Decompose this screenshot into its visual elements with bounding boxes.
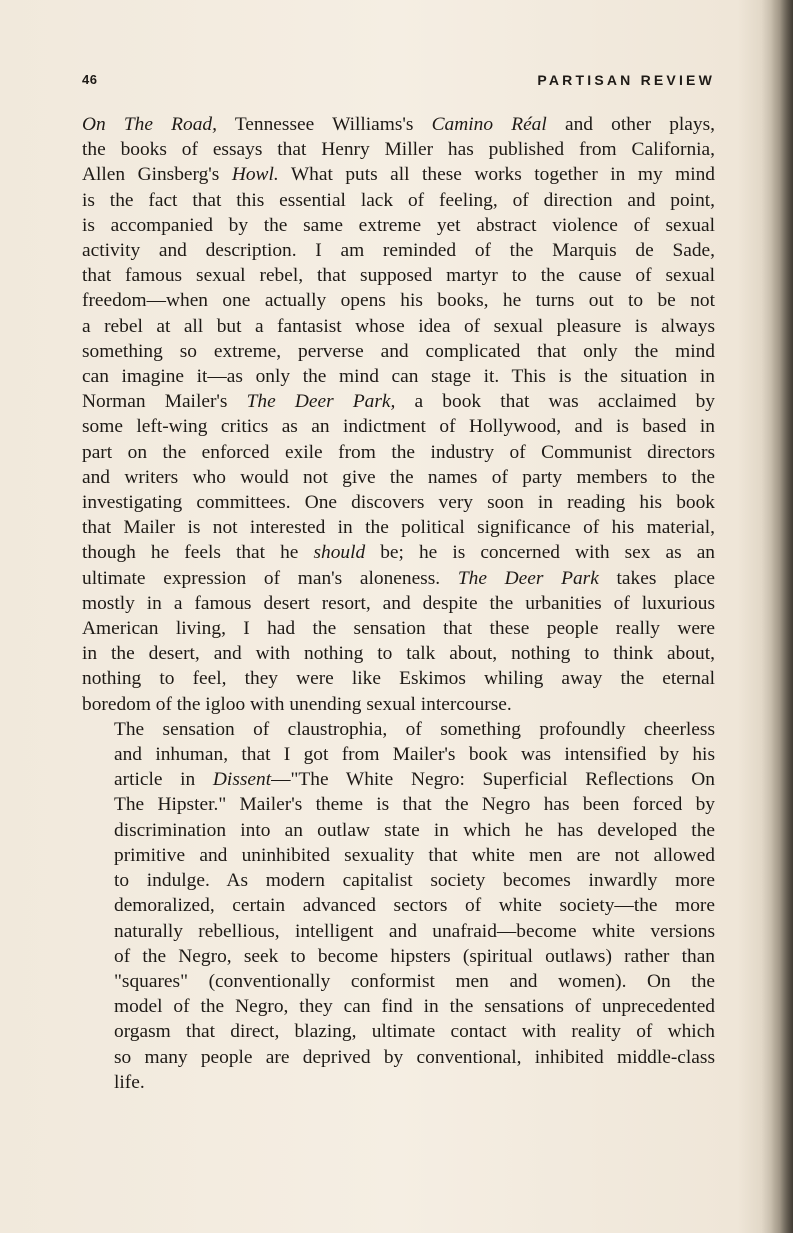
text-line <box>82 969 715 994</box>
text-run: discrimination into an outlaw state in which he has developed the <box>114 819 715 841</box>
text-run: so many people are deprived by conventional, inhibited middle-class <box>114 1046 715 1068</box>
text-run: be; he is concerned with sex as an <box>365 542 716 564</box>
text-line <box>82 389 715 414</box>
text-run: nothing to feel, they were like Eskimos whiling away the eternal <box>82 668 715 690</box>
italic-title: should <box>313 542 366 564</box>
text-line <box>82 944 715 969</box>
text-run: Norman Mailer's <box>82 391 247 413</box>
italic-title: The Deer Park <box>457 567 599 589</box>
text-run: model of the Negro, they can find in the sensations of unprecedented <box>114 996 715 1018</box>
text-run: and other plays, <box>546 114 715 135</box>
text-run: the books of essays that Henry Miller has published from California, <box>82 139 715 161</box>
text-run: and inhuman, that I got from Mailer's book was intensified by his <box>114 744 715 766</box>
text-run: orgasm that direct, blazing, ultimate contact with reality of which <box>114 1021 715 1043</box>
text-run: part on the enforced exile from the industry of Communist directors <box>82 441 715 463</box>
text-line <box>82 591 715 616</box>
text-line <box>82 818 715 843</box>
text-line <box>82 263 715 288</box>
italic-title: Camino Réal <box>431 114 547 135</box>
text-run: and writers who would not give the names of party members to the <box>82 466 715 488</box>
text-line <box>82 288 715 313</box>
text-run: a book that was acclaimed by <box>395 391 715 413</box>
text-run: "squares" (conventionally conformist men and women). On the <box>114 970 715 992</box>
text-run: demoralized, certain advanced sectors of white society—the more <box>114 895 715 917</box>
text-line <box>82 717 715 742</box>
text-line <box>82 112 715 137</box>
text-run: —"The White Negro: Superficial Reflections On <box>271 769 715 791</box>
text-run: article in <box>114 769 213 791</box>
text-run: a rebel at all but a fantasist whose idea of sexual pleasure is always <box>82 315 715 337</box>
text-run: The Hipster." Mailer's theme is that the Negro has been forced by <box>114 794 715 816</box>
text-line <box>82 1045 715 1070</box>
text-line <box>82 792 715 817</box>
text-run: naturally rebellious, intelligent and unafraid—become white versions <box>114 920 715 942</box>
text-run: Tennessee Williams's <box>216 114 432 135</box>
text-run: in the desert, and with nothing to talk about, nothing to think about, <box>82 643 715 665</box>
text-run: is accompanied by the same extreme yet abstract violence of sexual <box>82 214 715 236</box>
text-run: mostly in a famous desert resort, and despite the urbanities of luxurious <box>82 592 715 614</box>
text-line <box>82 188 715 213</box>
text-line <box>82 919 715 944</box>
text-run: to indulge. As modern capitalist society becomes inwardly more <box>114 870 715 892</box>
text-line <box>82 843 715 868</box>
text-run: of the Negro, seek to become hipsters (spiritual outlaws) rather than <box>114 945 715 967</box>
text-line <box>82 465 715 490</box>
italic-title: Howl. <box>231 164 279 186</box>
text-line <box>82 767 715 792</box>
text-run: that Mailer is not interested in the political significance of his material, <box>82 517 715 539</box>
text-run: What puts all these works together in my mind <box>278 164 715 186</box>
text-line <box>82 666 715 691</box>
text-run: something so extreme, perverse and complicated that only the mind <box>82 340 715 362</box>
article-body <box>82 112 715 1095</box>
paragraph-2 <box>82 717 715 1095</box>
text-line <box>82 440 715 465</box>
page-header <box>82 72 715 94</box>
text-line <box>82 1019 715 1044</box>
text-line <box>82 616 715 641</box>
text-run: that famous sexual rebel, that supposed martyr to the cause of sexual <box>82 265 715 287</box>
text-line <box>82 515 715 540</box>
italic-title: On The Road, <box>82 114 217 135</box>
text-run: activity and description. I am reminded of the Marquis de Sade, <box>82 240 715 262</box>
text-line <box>82 692 715 717</box>
text-line <box>82 314 715 339</box>
text-run: American living, I had the sensation that these people really were <box>82 618 715 640</box>
text-run: some left-wing critics as an indictment of Hollywood, and is based in <box>82 416 715 438</box>
text-line <box>82 339 715 364</box>
text-line <box>82 868 715 893</box>
text-run: primitive and uninhibited sexuality that white men are not allowed <box>114 844 715 866</box>
text-run: Allen Ginsberg's <box>82 164 232 186</box>
text-run: The sensation of claustrophia, of something profoundly cheerless <box>114 718 715 740</box>
text-line <box>82 1070 715 1095</box>
text-line <box>82 742 715 767</box>
text-run: ultimate expression of man's aloneness. <box>82 567 458 589</box>
italic-title: Dissent <box>212 769 272 791</box>
text-line <box>82 238 715 263</box>
text-line <box>82 414 715 439</box>
text-run: can imagine it—as only the mind can stage it. This is the situation in <box>82 366 715 388</box>
text-run: life. <box>114 1071 145 1093</box>
text-line <box>82 213 715 238</box>
paragraph-1 <box>82 112 715 717</box>
text-line <box>82 364 715 389</box>
text-line <box>82 540 715 565</box>
page-number: 46 <box>82 72 98 87</box>
text-run: boredom of the igloo with unending sexual intercourse. <box>82 693 512 715</box>
italic-title: The Deer Park, <box>246 391 396 413</box>
text-line <box>82 994 715 1019</box>
text-run: takes place <box>598 567 715 589</box>
text-line <box>82 137 715 162</box>
text-run: is the fact that this essential lack of feeling, of direction and point, <box>82 189 715 211</box>
text-line <box>82 490 715 515</box>
text-line <box>82 162 715 187</box>
text-run: freedom—when one actually opens his books, he turns out to be not <box>82 290 715 312</box>
book-spine-shadow <box>771 0 793 1233</box>
running-head: PARTISAN REVIEW <box>537 72 715 88</box>
text-run: though he feels that he <box>82 542 314 564</box>
text-line <box>82 641 715 666</box>
text-line <box>82 893 715 918</box>
text-line <box>82 566 715 591</box>
text-run: investigating committees. One discovers very soon in reading his book <box>82 492 715 514</box>
